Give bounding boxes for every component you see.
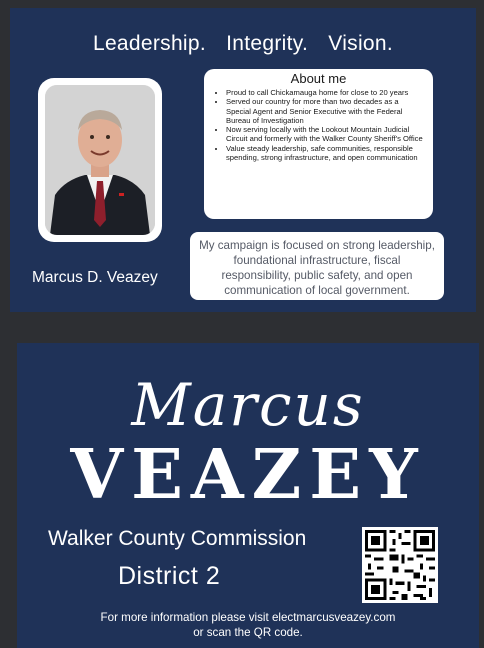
footer-website-line: For more information please visit electmarcusveazey.com (100, 611, 396, 624)
footer-info (17, 610, 479, 640)
about-me-item: • Served our country for more than two decades as a Special Agent and Senior Executive with the Federal Bureau of Investigation (226, 97, 423, 125)
about-me-item: • Proud to call Chickamauga home for close to 20 years (226, 88, 423, 97)
about-me-title: About me (290, 71, 347, 86)
candidate-first-name: Marcus (131, 371, 365, 439)
footer-qr-line: or scan the QR code. (193, 626, 303, 639)
office-title: Walker County Commission (48, 527, 307, 550)
candidate-portrait (45, 85, 155, 235)
tagline: Leadership. Integrity. Vision. (92, 32, 394, 55)
about-me-box (204, 69, 433, 219)
district-label: District 2 (118, 562, 221, 590)
portrait-frame (38, 78, 162, 242)
qr-code-icon[interactable] (362, 527, 438, 603)
candidate-name-caption: Marcus D. Veazey (32, 269, 158, 286)
about-me-item: • Now serving locally with the Lookout Mountain Judicial Circuit and formerly with the Walker County Sheriff's Office (226, 125, 423, 144)
candidate-last-name: VEAZEY (70, 435, 426, 515)
about-me-list (214, 88, 423, 162)
about-me-item: • Value steady leadership, safe communities, responsible spending, strong infrastructure, and open communication (226, 144, 423, 163)
campaign-statement: My campaign is focused on strong leadership, foundational infrastructure, fiscal responsibility, public safety, and open communication of local government. (190, 232, 444, 300)
portrait-image (45, 85, 155, 235)
top-card (10, 8, 476, 312)
bottom-card (17, 343, 479, 648)
